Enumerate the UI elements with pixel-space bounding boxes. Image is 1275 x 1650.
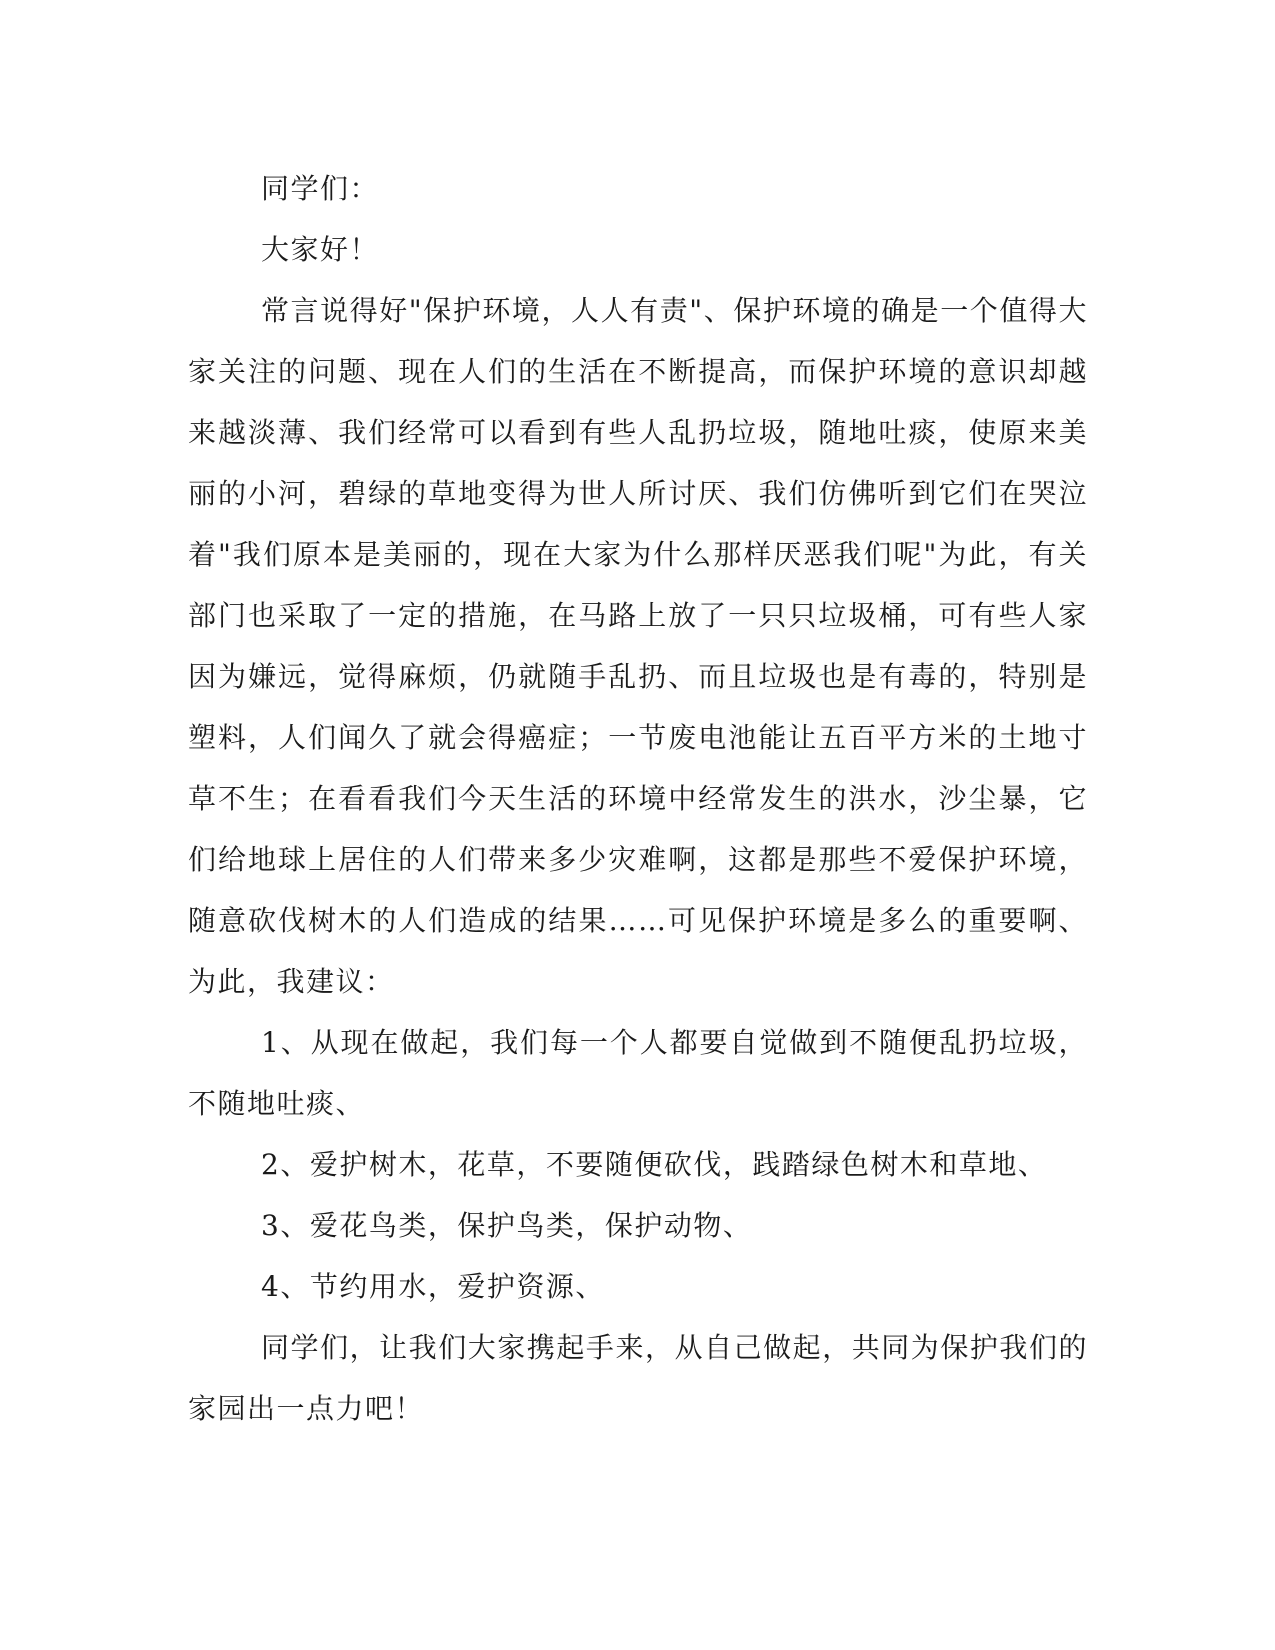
greeting: 大家好！ xyxy=(261,233,380,266)
document-body xyxy=(188,158,1088,1439)
main-paragraph: 常言说得好"保护环境，人人有责"、保护环境的确是一个值得大家关注的问题、现在人们的生活在不断提高，而保护环境的意识却越来越淡薄、我们经常可以看到有些人乱扔垃圾，随地吐痰，使原来美丽的小河，碧绿的草地变得为世人所讨厌、我们仿佛听到它们在哭泣着"我们原本是美丽的，现在大家为什么那样厌恶我们呢"为此，有关部门也采取了一定的措施，在马路上放了一只只垃圾桶，可有些人家因为嫌远，觉得麻烦，仍就随手乱扔、而且垃圾也是有毒的，特别是塑料，人们闻久了就会得癌症；一节废电池能让五百平方米的土地寸草不生；在看看我们今天生活的环境中经常发生的洪水，沙尘暴，它们给地球上居住的人们带来多少灾难啊，这都是那些不爱保护环境，随意砍伐树木的人们造成的结果……可见保护环境是多么的重要啊、为此，我建议： xyxy=(188,294,1088,998)
suggestion-3: 3、爱花鸟类，保护鸟类，保护动物、 xyxy=(261,1209,753,1242)
salutation: 同学们： xyxy=(261,172,380,205)
closing-paragraph: 同学们，让我们大家携起手来，从自己做起，共同为保护我们的家园出一点力吧！ xyxy=(188,1331,1088,1425)
suggestion-4: 4、节约用水，爱护资源、 xyxy=(261,1270,605,1303)
suggestion-1: 1、从现在做起，我们每一个人都要自觉做到不随便乱扔垃圾，不随地吐痰、 xyxy=(188,1026,1088,1120)
suggestion-2: 2、爱护树木，花草，不要随便砍伐，践踏绿色树木和草地、 xyxy=(261,1148,1048,1181)
